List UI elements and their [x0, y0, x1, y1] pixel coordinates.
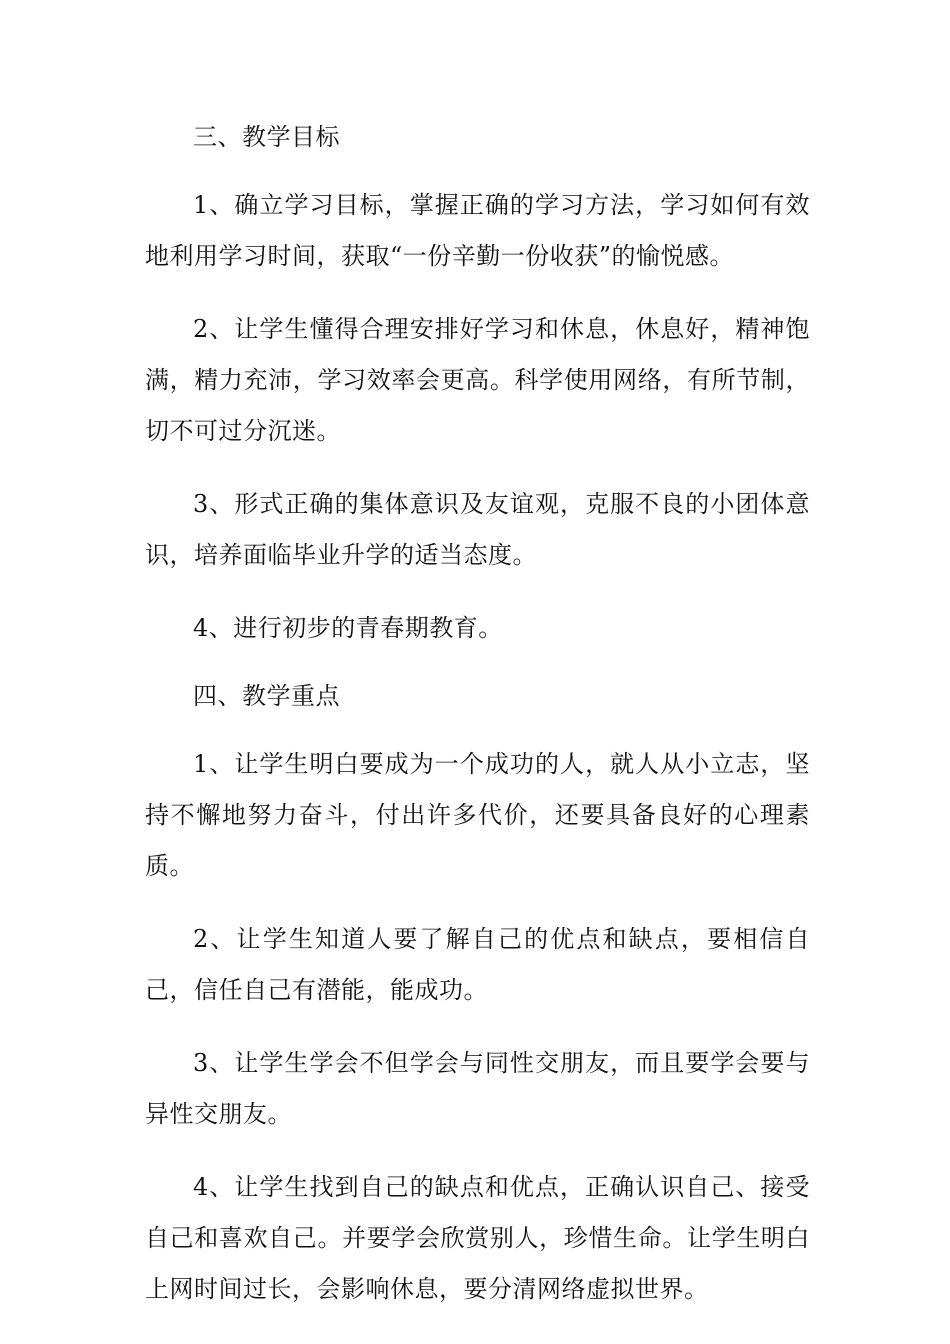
section-heading-teaching-focus: 四、教学重点 — [193, 682, 340, 710]
focus-item-3: 3、让学生学会不但学会与同性交朋友，而且要学会要与异性交朋友。 — [145, 1049, 810, 1128]
goal-item-2: 2、让学生懂得合理安排好学习和休息，休息好，精神饱满，精力充沛，学习效率会更高。科学使用网络，有所节制，切不可过分沉迷。 — [145, 315, 810, 445]
goal-item-4: 4、进行初步的青春期教育。 — [193, 614, 503, 642]
focus-item-4: 4、让学生找到自己的缺点和优点，正确认识自己、接受自己和喜欢自己。并要学会欣赏别人，珍惜生命。让学生明白上网时间过长，会影响休息，要分清网络虚拟世界。 — [145, 1173, 810, 1303]
document-body — [145, 112, 810, 1337]
section-heading-teaching-goals: 三、教学目标 — [193, 123, 340, 151]
goal-item-3: 3、形式正确的集体意识及友谊观，克服不良的小团体意识，培养面临毕业升学的适当态度。 — [145, 490, 810, 569]
focus-item-1: 1、让学生明白要成为一个成功的人，就人从小立志，坚持不懈地努力奋斗，付出许多代价，还要具备良好的心理素质。 — [145, 750, 810, 880]
goal-item-1: 1、确立学习目标，掌握正确的学习方法，学习如何有效地利用学习时间，获取“一份辛勤一份收获”的愉悦感。 — [145, 191, 810, 270]
focus-item-2: 2、让学生知道人要了解自己的优点和缺点，要相信自己，信任自己有潜能，能成功。 — [145, 925, 810, 1004]
